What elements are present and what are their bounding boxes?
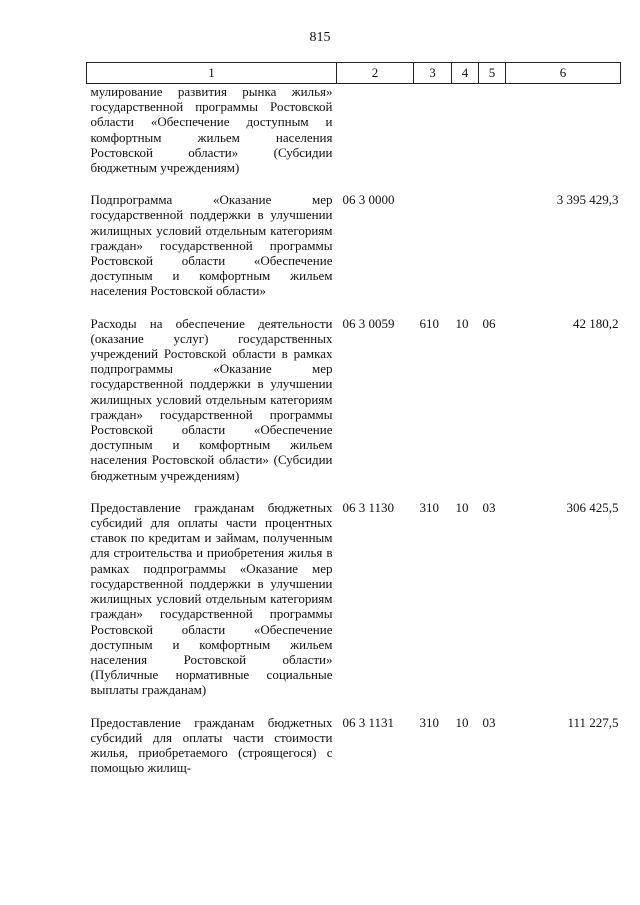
table-row xyxy=(87,500,621,698)
row-vr: 610 xyxy=(419,315,439,331)
row-description: Расходы на обеспечение деятельности (оказание услуг) государственных учреждений Ростовской области в рамках подпрограммы «Оказание мер государственной поддержки в улучшении жилищных условий отдельным категориям граждан» государственной программы Ростовской области «Обеспечение доступным и комфортным жильем населения Ростовской области» (Субсидии бюджетным учреждениям) xyxy=(90,315,333,483)
row-rz xyxy=(452,192,479,298)
row-sum xyxy=(506,84,621,176)
table-row xyxy=(87,84,621,176)
row-description: мулирование развития рынка жилья» государственной программы Ростовской области «Обеспечение доступным и комфортным жильем населения Ростовской области» (Субсидии бюджетным учреждениям) xyxy=(90,84,333,176)
header-col-5: 5 xyxy=(479,63,506,84)
row-pr: 03 xyxy=(482,499,496,515)
row-vr xyxy=(414,192,452,298)
header-row xyxy=(87,63,621,84)
row-rz: 10 xyxy=(455,714,469,730)
row-vr xyxy=(414,84,452,176)
row-code: 06 3 0059 xyxy=(342,315,395,331)
row-description: Подпрограмма «Оказание мер государственной поддержки в улучшении жилищных условий отдельным категориям граждан» государственной программы Ростовской области «Обеспечение доступным и комфортным жильем населения Ростовской области» xyxy=(90,192,333,299)
row-pr: 06 xyxy=(482,315,496,331)
table-row xyxy=(87,316,621,483)
row-vr: 310 xyxy=(419,714,439,730)
row-rz: 10 xyxy=(455,315,469,331)
budget-table xyxy=(86,62,621,775)
header-col-3: 3 xyxy=(414,63,452,84)
row-rz: 10 xyxy=(455,499,469,515)
row-sum: 42 180,2 xyxy=(573,315,619,331)
header-col-1: 1 xyxy=(87,63,337,84)
header-col-4: 4 xyxy=(452,63,479,84)
header-col-6: 6 xyxy=(506,63,621,84)
row-pr xyxy=(479,84,506,176)
row-sum: 306 425,5 xyxy=(566,499,619,515)
row-code xyxy=(337,84,414,176)
header-col-2: 2 xyxy=(337,63,414,84)
row-pr xyxy=(479,192,506,298)
table-row xyxy=(87,715,621,776)
row-sum: 111 227,5 xyxy=(567,714,619,730)
row-code: 06 3 1130 xyxy=(342,499,395,515)
table-row xyxy=(87,192,621,298)
row-sum: 3 395 429,3 xyxy=(556,192,619,208)
page-number: 815 xyxy=(309,30,331,45)
row-description: Предоставление гражданам бюджетных субсидий для оплаты части процентных ставок по кредитам и займам, полученным для строительства и приобретения жилья в рамках подпрограммы «Оказание мер государственной поддержки в улучшении жилищных условий отдельным категориям граждан» государственной программы Ростовской области «Обеспечение доступным и комфортным жильем населения Ростовской области» (Публичные нормативные социальные выплаты гражданам) xyxy=(90,499,333,698)
row-rz xyxy=(452,84,479,176)
row-description: Предоставление гражданам бюджетных субсидий для оплаты части стоимости жилья, приобретаемого (строящегося) с помощью жилищ- xyxy=(90,714,333,776)
row-vr: 310 xyxy=(419,499,439,515)
row-pr: 03 xyxy=(482,714,496,730)
row-code: 06 3 1131 xyxy=(342,714,395,730)
row-code: 06 3 0000 xyxy=(342,192,395,208)
